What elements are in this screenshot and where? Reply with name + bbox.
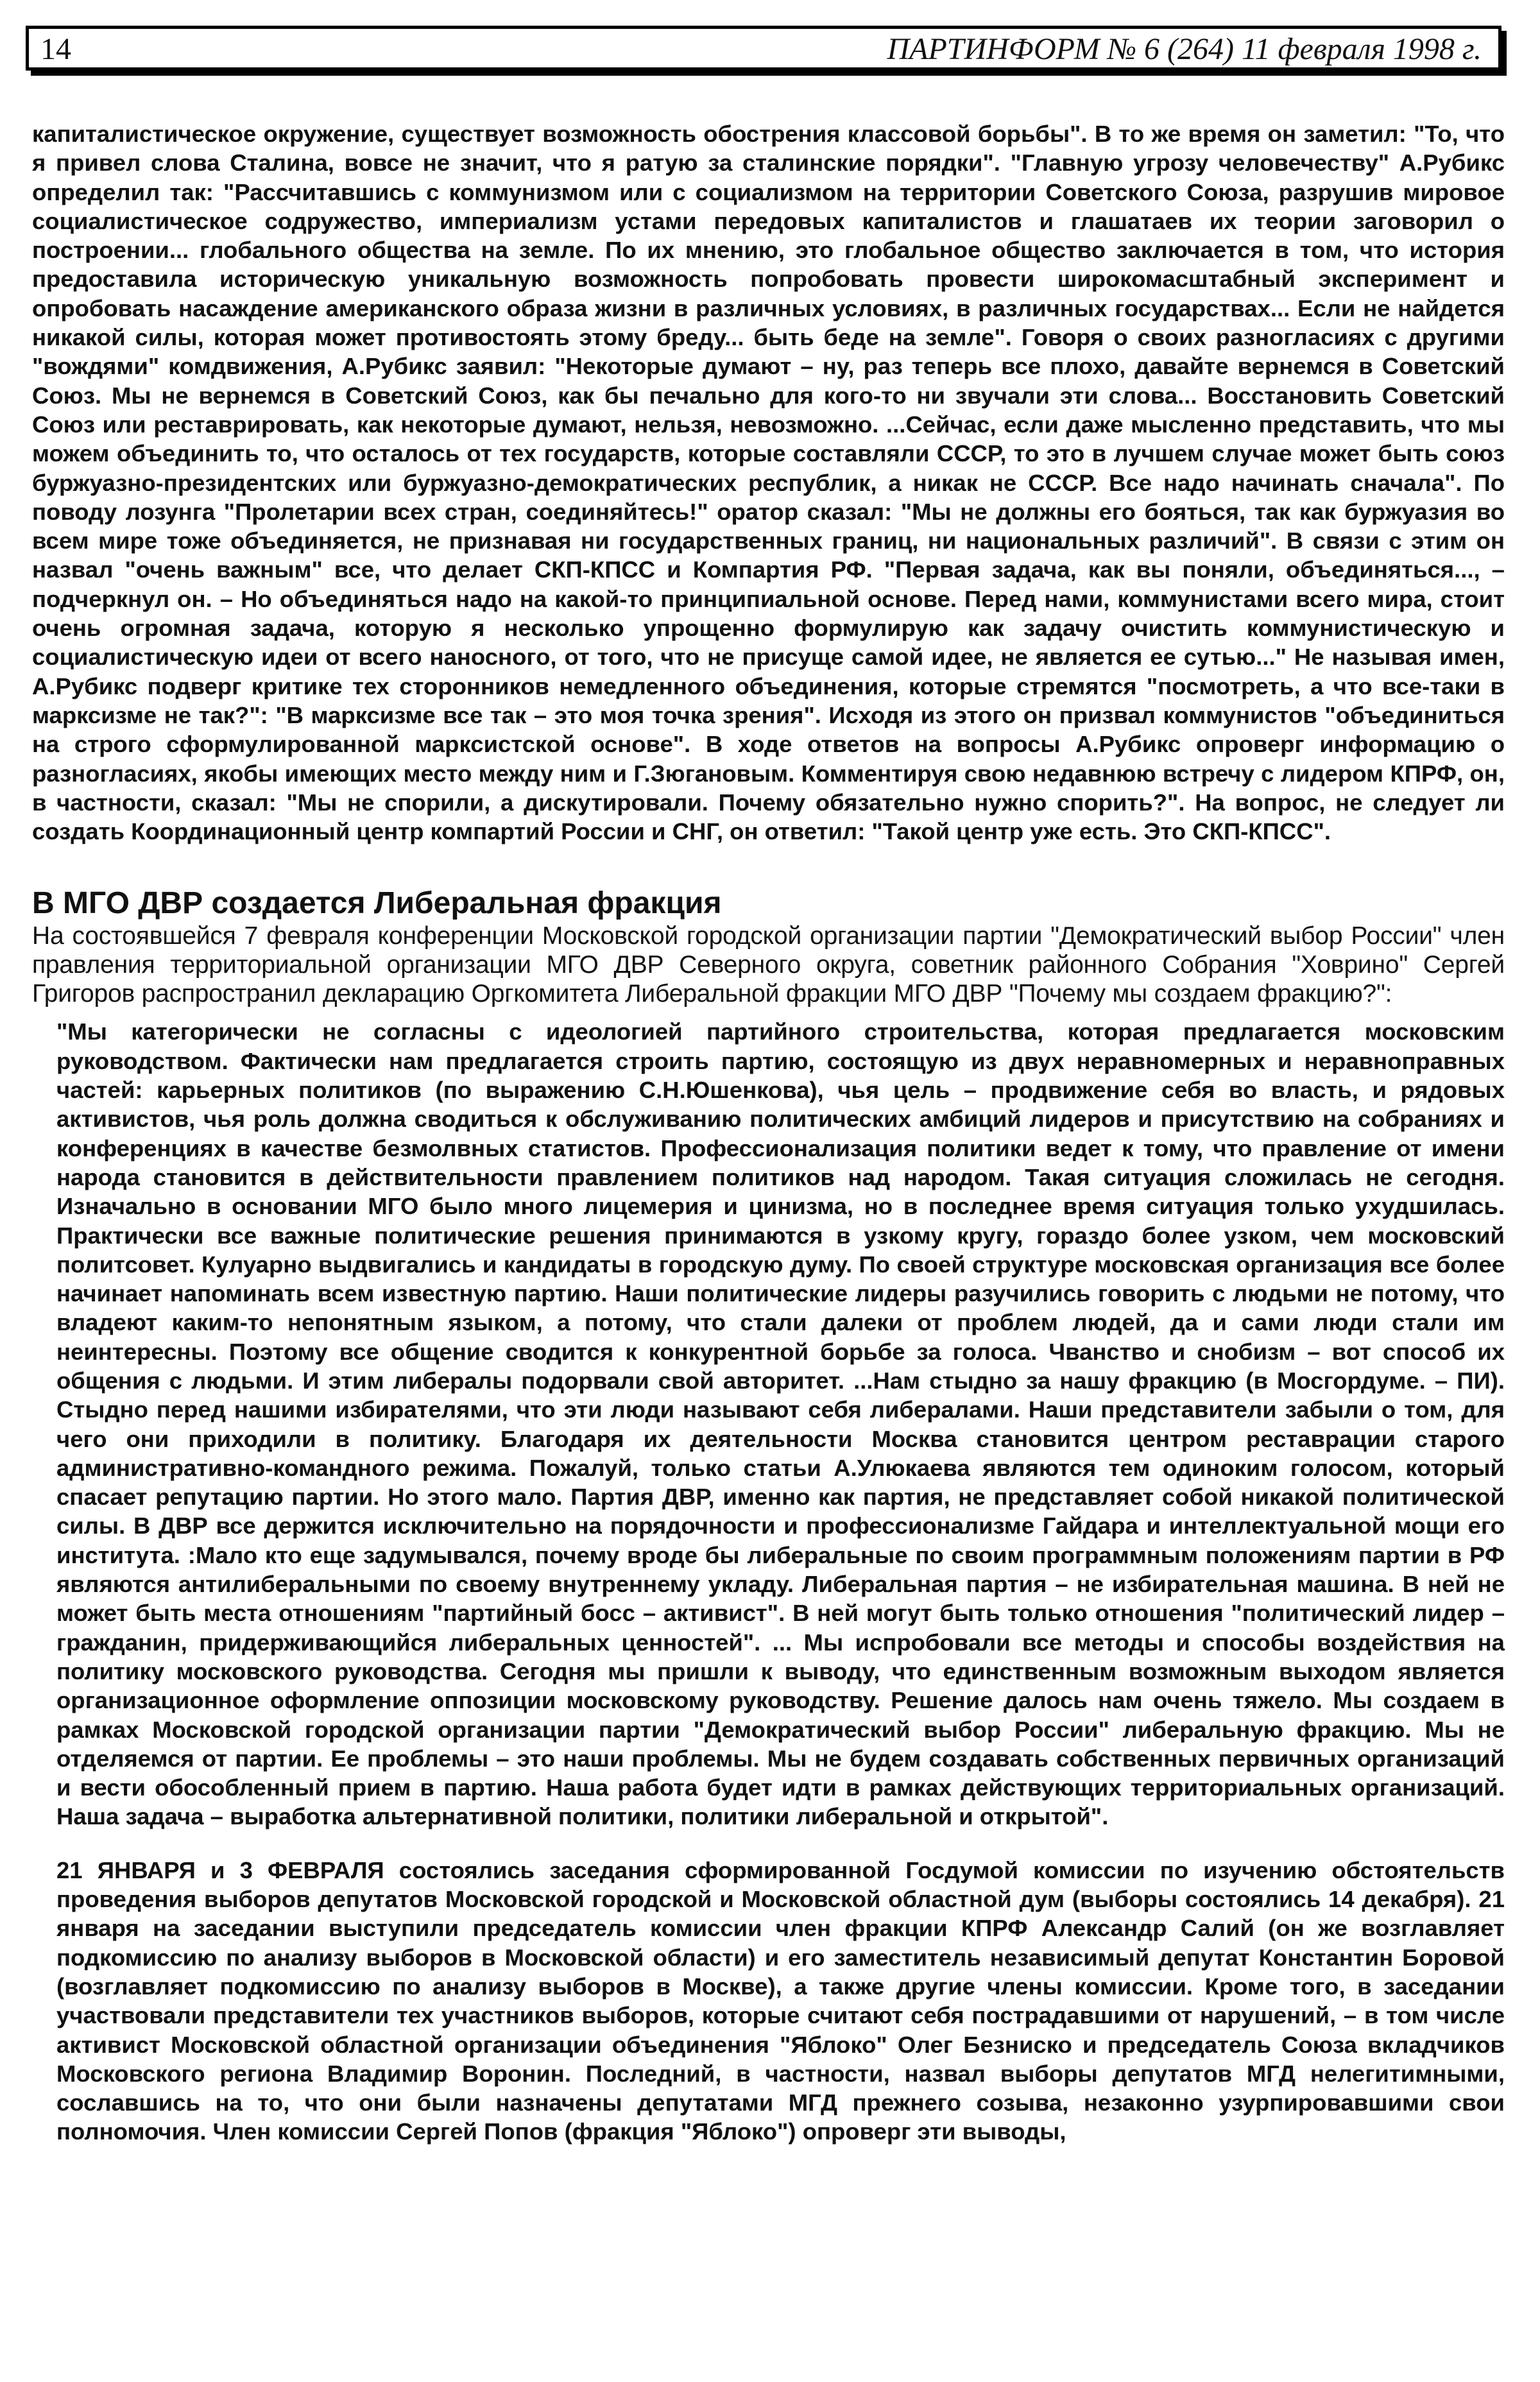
article-liberal-faction-lead: На состоявшейся 7 февраля конференции Московской городской организации партии "Демократический выбор России" член правления территориальной организации МГО ДВР Северного округа, советник районного Собрания "Ховрино" Сергей Григоров распространил декларацию Оргкомитета Либеральной фракции МГО ДВР "Почему мы создаем фракцию?":: [32, 922, 1505, 1008]
article-rubiks-continuation: капиталистическое окружение, существует возможность обострения классовой борьбы". В то же время он заметил: "То, что я привел слова Сталина, вовсе не значит, что я ратую за сталинские порядки". "Главную угрозу человечеству" А.Рубикс определил так: "Рассчитавшись с коммунизмом или с социализмом на территории Советского Союза, разрушив мировое социалистическое содружество, империализм устами передовых капиталистов и глашатаев их теории заговорил о построении... глобального общества на земле. По их мнению, это глобальное общество заключается в том, что история предоставила историческую уникальную возможность попробовать провести широкомасштабный эксперимент и опробовать насаждение американского образа жизни в различных условиях, в различных государствах... Если не найдется никакой силы, которая может противостоять этому бреду... быть беде на земле". Говоря о своих разногласиях с другими "вождями" комдвижения, А.Рубикс заявил: "Некоторые думают – ну, раз теперь все плохо, давайте вернемся в Советский Союз. Мы не вернемся в Советский Союз, как бы печально для кого-то ни звучали эти слова... Восстановить Советский Союз или реставрировать, как некоторые думают, нельзя, невозможно. ...Сейчас, если даже мысленно представить, что мы можем объединить то, что осталось от тех государств, которые составляли СССР, то это в лучшем случае может быть союз буржуазно-президентских или буржуазно-демократических республик, а никак не СССР. Все надо начинать сначала". По поводу лозунга "Пролетарии всех стран, соединяйтесь!" оратор сказал: "Мы не должны его бояться, так как буржуазия во всем мире тоже объединяется, не признавая ни государственных границ, ни национальных различий". В связи с этим он назвал "очень важным" все, что делает СКП-КПСС и Компартия РФ. "Первая задача, как вы поняли, объединяться..., – подчеркнул он. – Но объединяться надо на какой-то принципиальной основе. Перед нами, коммунистами всего мира, стоит очень огромная задача, которую я несколько упрощенно формулирую как задачу очистить коммунистическую и социалистическую идеи от всего наносного, от того, что не присуще самой идее, не является ее сутью..." Не называя имен, А.Рубикс подверг критике тех сторонников немедленного объединения, которые стремятся "посмотреть, а что все-таки в марксизме не так?": "В марксизме все так – это моя точка зрения". Исходя из этого он призвал коммунистов "объединиться на строго сформулированной марксистской основе". В ходе ответов на вопросы А.Рубикс опроверг информацию о разногласиях, якобы имеющих место между ним и Г.Зюгановым. Комментируя свою недавнюю встречу с лидером КПРФ, он, в частности, сказал: "Мы не спорили, а дискутировали. Почему обязательно нужно спорить?". На вопрос, не следует ли создать Координационный центр компартий России и СНГ, он ответил: "Такой центр уже есть. Это СКП-КПСС".: [32, 121, 1505, 845]
article-liberal-faction-declaration: "Мы категорически не согласны с идеологией партийного строительства, которая предлагается московским руководством. Фактически нам предлагается строить партию, состоящую из двух неравномерных и неравноправных частей: карьерных политиков (по выражению С.Н.Юшенкова), чья цель – продвижение себя во власть, и рядовых активистов, чья роль должна сводиться к обслуживанию политических амбиций лидеров и присутствию на собраниях и конференциях в качестве безмолвных статистов. Профессионализация политики ведет к тому, что правление от имени народа становится в действительности правлением политиков над народом. Такая ситуация сложилась не сегодня. Изначально в основании МГО было много лицемерия и цинизма, но в последнее время ситуация только ухудшилась. Практически все важные политические решения принимаются в узкому кругу, гораздо более узком, чем московский политсовет. Кулуарно выдвигались и кандидаты в городскую думу. По своей структуре московская организация все более начинает напоминать всем известную партию. Наши политические лидеры разучились говорить с людьми не потому, что владеют каким-то непонятным языком, а потому, что стали далеки от проблем людей, да и сами люди стали им неинтересны. Поэтому все общение сводится к конкурентной борьбе за голоса. Чванство и снобизм – вот способ их общения с людьми. И этим либералы подорвали свой авторитет. ...Нам стыдно за нашу фракцию (в Мосгордуме. – ПИ). Стыдно перед нашими избирателями, что эти люди называют себя либералами. Наши представители забыли о том, для чего они приходили в политику. Благодаря их деятельности Москва становится центром реставрации старого административно-командного режима. Пожалуй, только статьи А.Улюкаева являются тем одиноким голосом, который спасает репутацию партии. Но этого мало. Партия ДВР, именно как партия, не представляет собой никакой политической силы. В ДВР все держится исключительно на порядочности и профессионализме Гайдара и интеллектуальной мощи его института. :Мало кто еще задумывался, почему вроде бы либеральные по своим программным положениям партии в РФ являются антилиберальными по своему внутреннему укладу. Либеральная партия – не избирательная машина. В ней не может быть места отношениям "партийный босс – активист". В ней могут быть только отношения "политический лидер – гражданин, придерживающийся либеральных ценностей". ... Мы испробовали все методы и способы воздействия на политику московского руководства. Сегодня мы пришли к выводу, что единственным возможным выходом является организационное оформление оппозиции московскому руководству. Решение далось нам очень тяжело. Мы создаем в рамках Московской городской организации партии "Демократический выбор России" либеральную фракцию. Мы не отделяемся от партии. Ее проблемы – это наши проблемы. Мы не будем создавать собственных первичных организаций и вести обособленный прием в партию. Наша работа будет идти в рамках действующих территориальных организаций. Наша задача – выработка альтернативной политики, политики либеральной и открытой".: [56, 1018, 1505, 1830]
article-duma-commission: 21 ЯНВАРЯ и 3 ФЕВРАЛЯ состоялись заседания сформированной Госдумой комиссии по изучению обстоятельств проведения выборов депутатов Московской городской и Московской областной дум (выборы состоялись 14 декабря). 21 января на заседании выступили председатель комиссии член фракции КПРФ Александр Салий (он же возглавляет подкомиссию по анализу выборов в Московской области) и его заместитель независимый депутат Константин Боровой (возглавляет подкомиссию по анализу выборов в Москве), а также другие члены комиссии. Кроме того, в заседании участвовали представители тех участников выборов, которые считают себя пострадавшими от нарушений, – в том числе активист Московской областной организации объединения "Яблоко" Олег Безниско и председатель Союза вкладчиков Московского региона Владимир Воронин. Последний, в частности, назвал выборы депутатов МГД нелегитимными, сославшись на то, что они были назначены депутатами МГД прежнего созыва, незаконно узурпировавшими свои полномочия. Член комиссии Сергей Попов (фракция "Яблоко") опроверг эти выводы,: [56, 1856, 1505, 2145]
page-header: [26, 26, 1502, 71]
page-content: [32, 119, 1505, 2146]
section-title-liberal-faction: В МГО ДВР создается Либеральная фракция: [32, 886, 722, 921]
page-number: 14: [40, 32, 71, 66]
publication-line: ПАРТИНФОРМ № 6 (264) 11 февраля 1998 г.: [887, 32, 1482, 66]
